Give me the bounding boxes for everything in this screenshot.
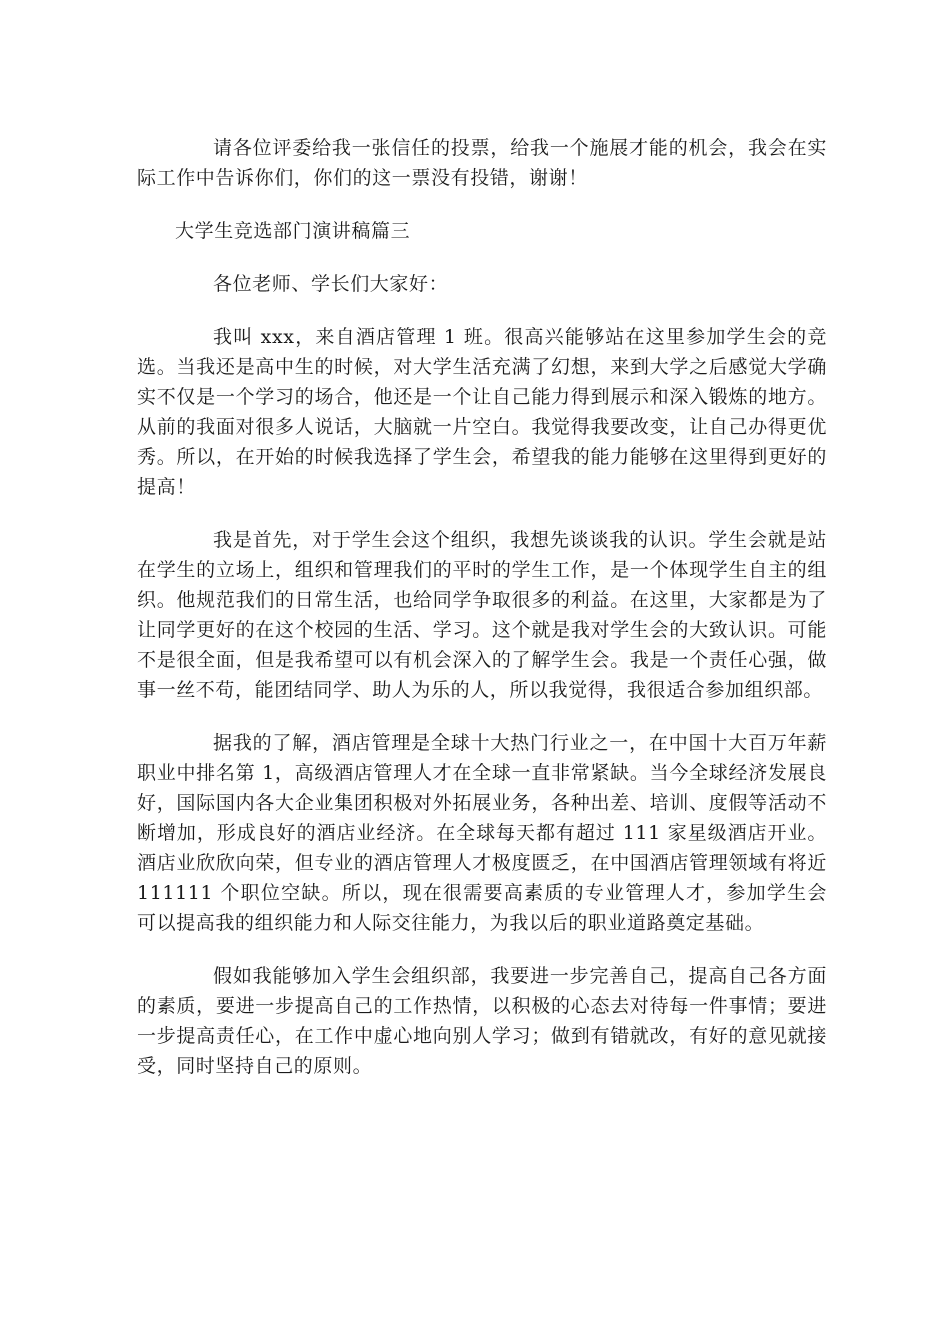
document-body [137,133,827,1104]
hotel-management-paragraph: 据我的了解，酒店管理是全球十大热门行业之一，在中国十大百万年薪职业中排名第 1，高级酒店管理人才在全球一直非常紧缺。当今全球经济发展良好，国际国内各大企业集团积极对外拓展业务，各种出差、培训、度假等活动不断增加，形成良好的酒店业经济。在全球每天都有超过 111 家星级酒店开业。酒店业欣欣向荣，但专业的酒店管理人才极度匮乏，在中国酒店管理领域有将近 111111 个职位空缺。所以，现在很需要高素质的专业管理人才，参加学生会可以提高我的组织能力和人际交往能力，为我以后的职业道路奠定基础。 [137,732,827,934]
student-union-paragraph: 我是首先，对于学生会这个组织，我想先谈谈我的认识。学生会就是站在学生的立场上，组织和管理我们的平时的学生工作，是一个体现学生自主的组织。他规范我们的日常生活，也给同学争取很多的利益。在这里，大家都是为了让同学更好的在这个校园的生活、学习。这个就是我对学生会的大致认识。可能不是很全面，但是我希望可以有机会深入的了解学生会。我是一个责任心强，做事一丝不苟，能团结同学、助人为乐的人，所以我觉得，我很适合参加组织部。 [137,529,827,701]
greeting-paragraph: 各位老师、学长们大家好： [213,273,449,295]
section-title: 大学生竞选部门演讲稿篇三 [175,220,411,242]
introduction-paragraph: 我叫 xxx，来自酒店管理 1 班。很高兴能够站在这里参加学生会的竞选。当我还是高中生的时候，对大学生活充满了幻想，来到大学之后感觉大学确实不仅是一个学习的场合，他还是一个让自己能力得到展示和深入锻炼的地方。从前的我面对很多人说话，大脑就一片空白。我觉得我要改变，让自己办得更优秀。所以，在开始的时候我选择了学生会，希望我的能力能够在这里得到更好的提高！ [137,326,827,498]
commitment-paragraph: 假如我能够加入学生会组织部，我要进一步完善自己，提高自己各方面的素质，要进一步提高自己的工作热情，以积极的心态去对待每一件事情；要进一步提高责任心，在工作中虚心地向别人学习；做到有错就改，有好的意见就接受，同时坚持自己的原则。 [137,965,827,1077]
closing-paragraph: 请各位评委给我一张信任的投票，给我一个施展才能的机会，我会在实际工作中告诉你们，你们的这一票没有投错，谢谢！ [137,137,827,189]
